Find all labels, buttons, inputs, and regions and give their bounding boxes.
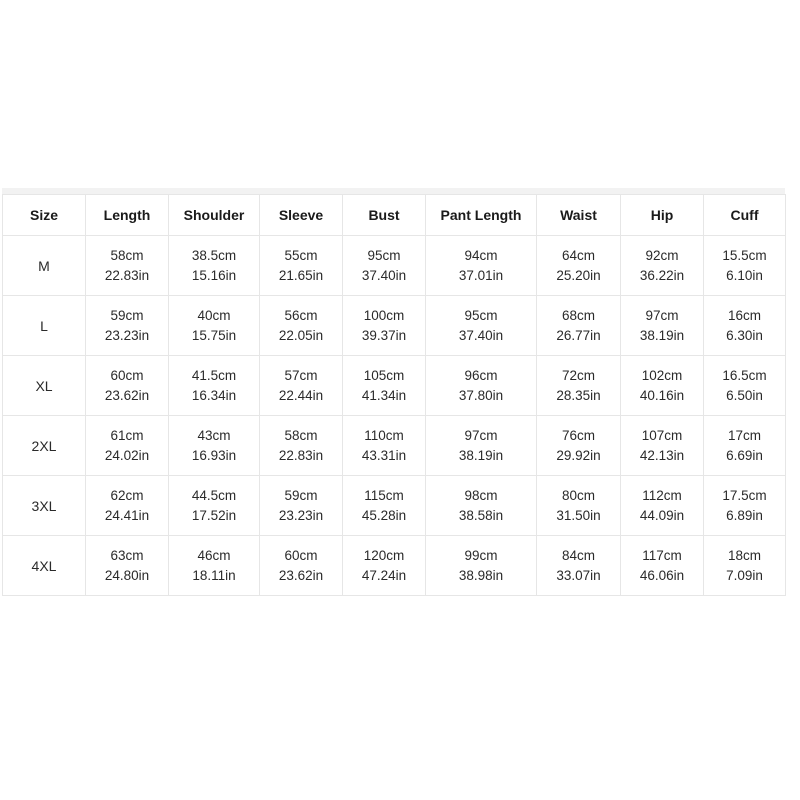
- measurement-cell: [169, 356, 260, 416]
- measurement-in: 38.98in: [458, 567, 504, 583]
- measurement-cm: 98cm: [464, 487, 498, 503]
- measurement-in: 21.65in: [278, 267, 324, 283]
- measurement-cell: [343, 416, 426, 476]
- column-header-bust: Bust: [343, 195, 426, 236]
- measurement-in: 6.30in: [726, 327, 763, 343]
- measurement-in: 28.35in: [556, 387, 601, 403]
- measurement-cell: [86, 236, 169, 296]
- size-label: M: [3, 236, 86, 296]
- measurement-cell: [537, 296, 621, 356]
- measurement-cm: 117cm: [642, 547, 682, 563]
- measurement-cm: 59cm: [110, 307, 144, 323]
- measurement-in: 38.19in: [639, 327, 685, 343]
- measurement-cell: [621, 536, 704, 596]
- measurement-cm: 15.5cm: [722, 247, 767, 263]
- measurement-cell: [86, 416, 169, 476]
- table-header-row: [3, 195, 786, 236]
- measurement-cm: 92cm: [645, 247, 679, 263]
- measurement-in: 44.09in: [639, 507, 685, 523]
- measurement-cm: 97cm: [645, 307, 679, 323]
- measurement-cell: [260, 236, 343, 296]
- measurement-in: 37.40in: [458, 327, 504, 343]
- measurement-cell: [260, 536, 343, 596]
- measurement-cell: [704, 536, 786, 596]
- measurement-cm: 95cm: [367, 247, 401, 263]
- measurement-cm: 99cm: [464, 547, 498, 563]
- measurement-cm: 97cm: [464, 427, 498, 443]
- measurement-cell: [426, 236, 537, 296]
- measurement-cell: [86, 296, 169, 356]
- measurement-in: 17.52in: [191, 507, 237, 523]
- column-header-length: Length: [86, 195, 169, 236]
- measurement-in: 40.16in: [639, 387, 685, 403]
- measurement-cell: [86, 536, 169, 596]
- measurement-cm: 55cm: [284, 247, 318, 263]
- measurement-cell: [260, 296, 343, 356]
- measurement-cell: [704, 476, 786, 536]
- measurement-cm: 68cm: [561, 307, 595, 323]
- measurement-in: 15.75in: [191, 327, 237, 343]
- measurement-in: 16.93in: [191, 447, 237, 463]
- measurement-cm: 102cm: [641, 367, 683, 383]
- measurement-cm: 61cm: [110, 427, 144, 443]
- column-header-waist: Waist: [537, 195, 621, 236]
- column-header-sleeve: Sleeve: [260, 195, 343, 236]
- measurement-in: 37.01in: [458, 267, 504, 283]
- measurement-cm: 105cm: [363, 367, 405, 383]
- size-chart-table: [2, 194, 786, 596]
- measurement-cm: 115cm: [364, 487, 404, 503]
- size-label: 4XL: [3, 536, 86, 596]
- measurement-cm: 64cm: [561, 247, 595, 263]
- table-row: [3, 476, 786, 536]
- measurement-cm: 46cm: [197, 547, 231, 563]
- measurement-in: 43.31in: [361, 447, 407, 463]
- measurement-in: 24.80in: [104, 567, 150, 583]
- column-header-cuff: Cuff: [704, 195, 786, 236]
- measurement-cm: 63cm: [110, 547, 144, 563]
- measurement-cm: 95cm: [464, 307, 498, 323]
- measurement-cell: [86, 356, 169, 416]
- measurement-in: 25.20in: [556, 267, 601, 283]
- measurement-cell: [169, 296, 260, 356]
- table-row: [3, 416, 786, 476]
- measurement-in: 37.40in: [361, 267, 407, 283]
- measurement-cell: [537, 416, 621, 476]
- measurement-in: 42.13in: [639, 447, 685, 463]
- measurement-in: 26.77in: [556, 327, 601, 343]
- size-label: 3XL: [3, 476, 86, 536]
- measurement-cell: [704, 236, 786, 296]
- measurement-in: 47.24in: [361, 567, 407, 583]
- measurement-cell: [704, 416, 786, 476]
- measurement-cell: [537, 476, 621, 536]
- measurement-in: 23.23in: [278, 507, 324, 523]
- measurement-cm: 60cm: [110, 367, 144, 383]
- measurement-cell: [537, 236, 621, 296]
- measurement-cell: [426, 476, 537, 536]
- measurement-cm: 16cm: [727, 307, 761, 323]
- measurement-in: 46.06in: [639, 567, 685, 583]
- table-row: [3, 236, 786, 296]
- table-row: [3, 356, 786, 416]
- measurement-in: 36.22in: [639, 267, 685, 283]
- measurement-cell: [343, 296, 426, 356]
- measurement-cell: [343, 236, 426, 296]
- measurement-cell: [169, 236, 260, 296]
- measurement-cell: [621, 236, 704, 296]
- measurement-in: 22.44in: [278, 387, 324, 403]
- measurement-cell: [86, 476, 169, 536]
- measurement-cm: 18cm: [727, 547, 761, 563]
- measurement-cm: 94cm: [464, 247, 498, 263]
- measurement-in: 23.62in: [104, 387, 150, 403]
- measurement-in: 22.83in: [104, 267, 150, 283]
- measurement-cm: 110cm: [364, 427, 404, 443]
- table-row: [3, 296, 786, 356]
- measurement-cell: [169, 476, 260, 536]
- measurement-in: 24.41in: [104, 507, 150, 523]
- measurement-in: 15.16in: [191, 267, 237, 283]
- measurement-in: 24.02in: [104, 447, 150, 463]
- measurement-cell: [343, 536, 426, 596]
- measurement-cm: 17.5cm: [722, 487, 767, 503]
- measurement-in: 6.50in: [726, 387, 763, 403]
- measurement-cm: 84cm: [561, 547, 595, 563]
- measurement-cm: 100cm: [363, 307, 405, 323]
- measurement-in: 16.34in: [191, 387, 237, 403]
- measurement-cell: [260, 476, 343, 536]
- measurement-in: 6.69in: [726, 447, 763, 463]
- measurement-cm: 16.5cm: [722, 367, 767, 383]
- measurement-cell: [621, 416, 704, 476]
- measurement-cell: [537, 356, 621, 416]
- measurement-cm: 57cm: [284, 367, 318, 383]
- measurement-cell: [621, 476, 704, 536]
- measurement-cell: [169, 536, 260, 596]
- measurement-cell: [343, 356, 426, 416]
- column-header-size: Size: [3, 195, 86, 236]
- measurement-cm: 76cm: [561, 427, 595, 443]
- size-chart: [2, 188, 785, 600]
- measurement-cm: 58cm: [110, 247, 144, 263]
- measurement-cell: [621, 296, 704, 356]
- measurement-cell: [343, 476, 426, 536]
- measurement-cm: 44.5cm: [191, 487, 237, 503]
- measurement-cm: 60cm: [284, 547, 318, 563]
- measurement-cm: 17cm: [727, 427, 761, 443]
- measurement-cell: [426, 536, 537, 596]
- measurement-cell: [537, 536, 621, 596]
- measurement-in: 41.34in: [361, 387, 407, 403]
- measurement-cm: 41.5cm: [191, 367, 237, 383]
- measurement-cm: 80cm: [561, 487, 595, 503]
- measurement-in: 45.28in: [361, 507, 407, 523]
- measurement-in: 31.50in: [556, 507, 601, 523]
- measurement-cm: 43cm: [197, 427, 231, 443]
- measurement-cm: 107cm: [641, 427, 683, 443]
- column-header-pant-length: Pant Length: [426, 195, 537, 236]
- measurement-cell: [704, 296, 786, 356]
- measurement-cell: [704, 356, 786, 416]
- measurement-cm: 96cm: [464, 367, 498, 383]
- measurement-cm: 38.5cm: [191, 247, 237, 263]
- measurement-in: 18.11in: [192, 567, 236, 583]
- measurement-cm: 62cm: [110, 487, 144, 503]
- measurement-in: 22.05in: [278, 327, 324, 343]
- measurement-cm: 56cm: [284, 307, 318, 323]
- measurement-cm: 112cm: [642, 487, 682, 503]
- table-body: [3, 236, 786, 596]
- measurement-in: 29.92in: [556, 447, 601, 463]
- measurement-cell: [621, 356, 704, 416]
- measurement-in: 37.80in: [458, 387, 504, 403]
- column-header-shoulder: Shoulder: [169, 195, 260, 236]
- measurement-in: 38.58in: [458, 507, 504, 523]
- measurement-cell: [260, 416, 343, 476]
- measurement-cell: [426, 296, 537, 356]
- size-label: XL: [3, 356, 86, 416]
- measurement-in: 22.83in: [278, 447, 324, 463]
- measurement-in: 33.07in: [556, 567, 601, 583]
- measurement-cell: [426, 356, 537, 416]
- measurement-cm: 58cm: [284, 427, 318, 443]
- measurement-cm: 59cm: [284, 487, 318, 503]
- measurement-cell: [260, 356, 343, 416]
- measurement-cell: [426, 416, 537, 476]
- measurement-cm: 72cm: [561, 367, 595, 383]
- measurement-in: 38.19in: [458, 447, 504, 463]
- size-label: 2XL: [3, 416, 86, 476]
- measurement-in: 7.09in: [726, 567, 763, 583]
- measurement-in: 6.10in: [726, 267, 763, 283]
- measurement-cm: 40cm: [197, 307, 231, 323]
- measurement-in: 6.89in: [726, 507, 763, 523]
- column-header-hip: Hip: [621, 195, 704, 236]
- table-row: [3, 536, 786, 596]
- measurement-cell: [169, 416, 260, 476]
- measurement-in: 23.23in: [104, 327, 150, 343]
- measurement-cm: 120cm: [363, 547, 405, 563]
- size-label: L: [3, 296, 86, 356]
- measurement-in: 23.62in: [278, 567, 324, 583]
- measurement-in: 39.37in: [361, 327, 407, 343]
